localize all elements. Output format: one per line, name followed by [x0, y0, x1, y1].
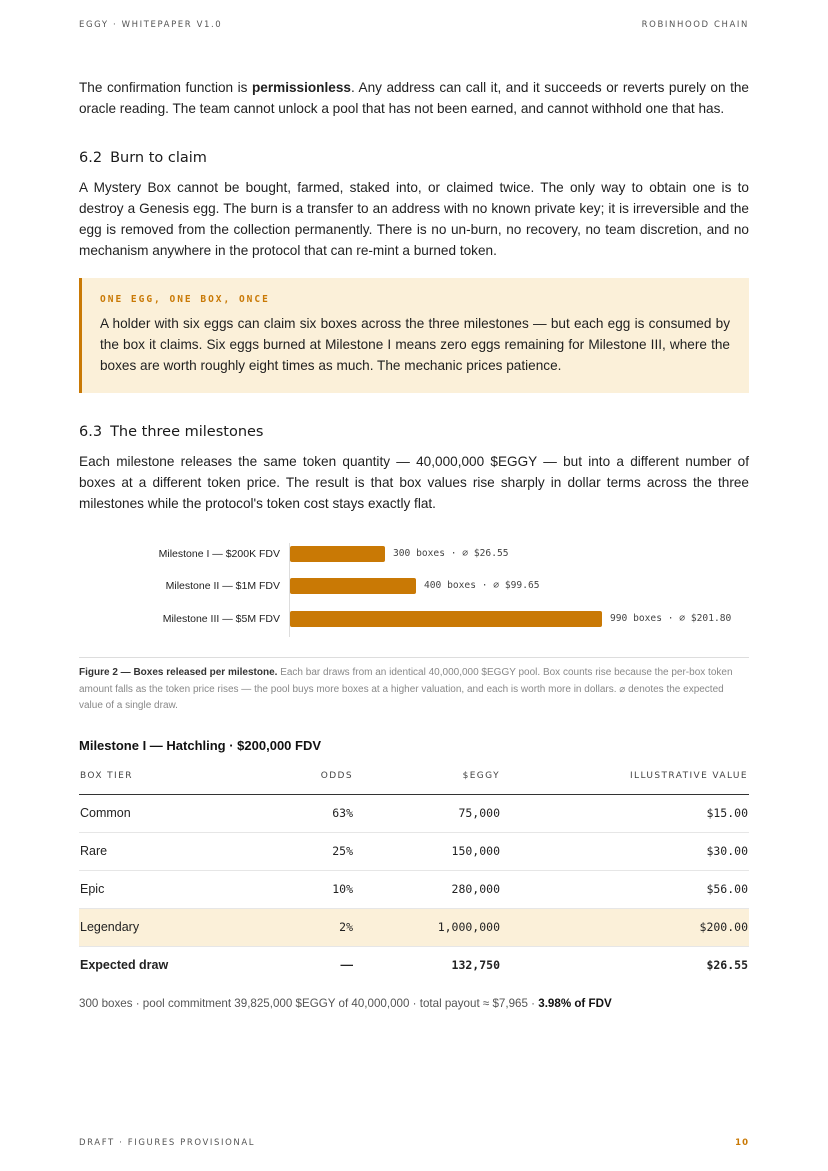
cell-tier: Legendary	[79, 908, 241, 946]
cell-value: $56.00	[501, 870, 749, 908]
page-number: 10	[735, 1138, 749, 1148]
callout-tag: ONE EGG, ONE BOX, ONCE	[100, 294, 270, 305]
cell-odds: 25%	[241, 832, 354, 870]
section-heading-6-3	[79, 424, 749, 440]
table-row	[79, 832, 749, 870]
cell-value: $15.00	[501, 794, 749, 832]
cell-tier: Rare	[79, 832, 241, 870]
cell-odds: 63%	[241, 794, 354, 832]
chart-row	[79, 577, 749, 595]
table-row-legendary	[79, 908, 749, 946]
chart-category-label: Milestone I — $200K FDV	[158, 548, 280, 560]
intro-text-post: . Any address can call it, and it succeeds or reverts purely on the oracle reading. The team cannot unlock a pool that has not been earned, and cannot withhold one that has.	[79, 80, 749, 116]
cell-value: $200.00	[501, 908, 749, 946]
callout-body: A holder with six eggs can claim six boxes across the three milestones — but each egg is consumed by the box it claims. Six eggs burned at Milestone I means zero eggs remaining for Milestone III, where the boxes are worth roughly eight times as much. The mechanic prices patience.	[100, 316, 730, 373]
section-title: The three milestones	[110, 424, 264, 440]
callout-box	[79, 278, 749, 393]
chart-data-label: 300 boxes · ⌀ $26.55	[393, 548, 509, 559]
cell-tier: Expected draw	[80, 958, 169, 972]
figure-caption-text: Each bar draws from an identical 40,000,000 $EGGY pool. Box counts rise because the per-box token amount falls as the token price rises — the pool buys more boxes at a higher valuation, and each is worth more in dollars. ⌀ denotes the expected value of a single draw.	[79, 667, 733, 711]
table-summary	[79, 997, 749, 1010]
chart-category-label: Milestone III — $5M FDV	[162, 613, 280, 625]
section-number: 6.2	[79, 150, 103, 166]
col-header-tier: BOX TIER	[79, 759, 241, 795]
chart-bar	[290, 611, 602, 627]
col-header-eggy: $EGGY	[354, 759, 501, 795]
running-footer	[79, 1138, 749, 1148]
intro-text-pre: The confirmation function is	[79, 80, 252, 95]
cell-odds: 10%	[241, 870, 354, 908]
cell-eggy: 75,000	[354, 794, 501, 832]
chart-category-label: Milestone II — $1M FDV	[165, 580, 280, 592]
cell-eggy: 150,000	[354, 832, 501, 870]
cell-tier: Common	[79, 794, 241, 832]
figure-caption	[79, 657, 749, 715]
cell-value: $26.55	[706, 958, 748, 972]
col-header-value: ILLUSTRATIVE VALUE	[501, 759, 749, 795]
table-row	[79, 794, 749, 832]
table-header-row	[79, 759, 749, 795]
figure-caption-title: Figure 2 — Boxes released per milestone.	[79, 667, 278, 678]
cell-odds: —	[340, 958, 353, 972]
chart-row	[79, 610, 749, 628]
chart-bar	[290, 546, 385, 562]
page-content	[79, 77, 749, 1010]
cell-odds: 2%	[241, 908, 354, 946]
col-header-odds: ODDS	[241, 759, 354, 795]
summary-text: 300 boxes · pool commitment 39,825,000 $EGGY of 40,000,000 · total payout ≈ $7,965 ·	[79, 996, 539, 1010]
footer-status: DRAFT · FIGURES PROVISIONAL	[79, 1138, 256, 1148]
table-row-expected	[79, 946, 749, 984]
chart-bar	[290, 578, 416, 594]
cell-value: $30.00	[501, 832, 749, 870]
header-chain-name: ROBINHOOD CHAIN	[641, 20, 749, 30]
section-title: Burn to claim	[110, 150, 207, 166]
cell-tier: Epic	[79, 870, 241, 908]
chart-row	[79, 545, 749, 563]
milestones-bar-chart	[79, 535, 749, 645]
table-title: Milestone I — Hatchling · $200,000 FDV	[79, 737, 322, 753]
cell-eggy: 132,750	[451, 958, 500, 972]
summary-fdv-share: 3.98% of FDV	[538, 996, 612, 1010]
intro-bold-term: permissionless	[251, 80, 351, 95]
milestones-paragraph: Each milestone releases the same token quantity — 40,000,000 $EGGY — but into a different number of boxes at a different token price. The result is that box values rise sharply in dollar terms across the three milestones while the protocol's token cost stays exactly flat.	[79, 454, 749, 511]
table-row	[79, 870, 749, 908]
intro-paragraph	[79, 77, 749, 119]
section-heading-6-2	[79, 150, 749, 166]
cell-eggy: 280,000	[354, 870, 501, 908]
burn-paragraph: A Mystery Box cannot be bought, farmed, staked into, or claimed twice. The only way to obtain one is to destroy a Genesis egg. The burn is a transfer to an address with no known private key; it is irreversible and the egg is removed from the collection permanently. There is no un-burn, no recovery, no team discretion, and no mechanism anywhere in the protocol that can re-mint a burned token.	[79, 180, 749, 258]
chart-data-label: 400 boxes · ⌀ $99.65	[424, 580, 540, 591]
running-header	[79, 20, 749, 30]
section-number: 6.3	[79, 424, 103, 440]
chart-data-label: 990 boxes · ⌀ $201.80	[610, 613, 732, 624]
milestone-table	[79, 759, 749, 984]
header-doc-title: EGGY · WHITEPAPER V1.0	[79, 20, 223, 30]
cell-eggy: 1,000,000	[354, 908, 501, 946]
